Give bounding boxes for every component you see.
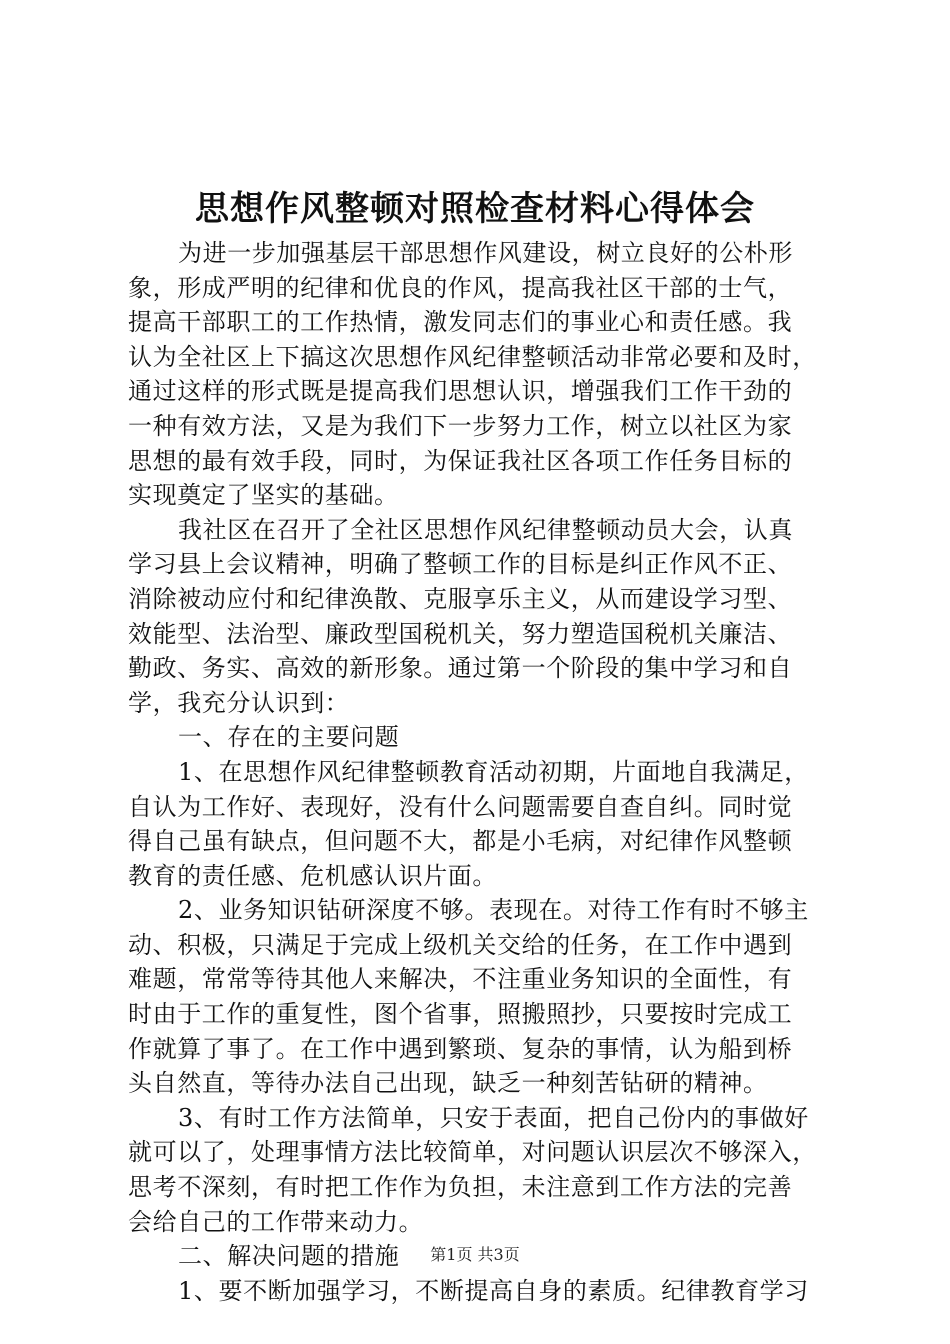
paragraph-line: 2、业务知识钻研深度不够。表现在。对待工作有时不够主 [178, 896, 809, 925]
paragraph-line: 3、有时工作方法简单，只安于表面，把自己份内的事做好 [178, 1103, 809, 1132]
section-heading: 二、解决问题的措施 [178, 1242, 400, 1271]
paragraph-line: 认为全社区上下搞这次思想作风纪律整顿活动非常必要和及时， [128, 342, 817, 371]
document-body [128, 236, 842, 1308]
paragraph-line: 学，我充分认识到： [128, 688, 350, 717]
paragraph-line: 1、在思想作风纪律整顿教育活动初期，片面地自我满足， [178, 757, 809, 786]
paragraph-line: 消除被动应付和纪律涣散、克服享乐主义，从而建设学习型、 [128, 584, 793, 613]
paragraph-line: 效能型、法治型、廉政型国税机关，努力塑造国税机关廉洁、 [128, 619, 793, 648]
section-heading: 一、存在的主要问题 [178, 723, 400, 752]
paragraph-line: 1、要不断加强学习，不断提高自身的素质。纪律教育学习 [178, 1276, 809, 1305]
paragraph-line: 象，形成严明的纪律和优良的作风，提高我社区干部的士气， [128, 273, 793, 302]
paragraph-line: 教育的责任感、危机感认识片面。 [128, 861, 497, 890]
paragraph-line: 得自己虽有缺点，但问题不大，都是小毛病，对纪律作风整顿 [128, 827, 793, 856]
paragraph-line: 思想的最有效手段，同时，为保证我社区各项工作任务目标的 [128, 446, 793, 475]
paragraph-line: 时由于工作的重复性，图个省事，照搬照抄，只要按时完成工 [128, 1000, 793, 1029]
paragraph-line: 自认为工作好、表现好，没有什么问题需要自查自纠。同时觉 [128, 792, 793, 821]
paragraph-line: 提高干部职工的工作热情，激发同志们的事业心和责任感。我 [128, 308, 793, 337]
paragraph-line: 动、积极，只满足于完成上级机关交给的任务，在工作中遇到 [128, 930, 793, 959]
paragraph-line: 难题，常常等待其他人来解决，不注重业务知识的全面性，有 [128, 965, 793, 994]
document-title: 思想作风整顿对照检查材料心得体会 [195, 189, 755, 229]
paragraph-line: 作就算了事了。在工作中遇到繁琐、复杂的事情，认为船到桥 [128, 1034, 793, 1063]
paragraph-line: 通过这样的形式既是提高我们思想认识，增强我们工作干劲的 [128, 377, 793, 406]
paragraph-line: 一种有效方法，又是为我们下一步努力工作，树立以社区为家 [128, 411, 793, 440]
paragraph-line: 思考不深刻，有时把工作作为负担，未注意到工作方法的完善 [128, 1173, 793, 1202]
paragraph-line: 头自然直，等待办法自己出现，缺乏一种刻苦钻研的精神。 [128, 1069, 768, 1098]
paragraph-line: 实现奠定了坚实的基础。 [128, 481, 399, 510]
paragraph-line: 勤政、务实、高效的新形象。通过第一个阶段的集中学习和自 [128, 654, 793, 683]
paragraph-line: 就可以了，处理事情方法比较简单，对问题认识层次不够深入， [128, 1138, 817, 1167]
paragraph-line: 为进一步加强基层干部思想作风建设，树立良好的公朴形 [178, 239, 793, 267]
paragraph-line: 我社区在召开了全社区思想作风纪律整顿动员大会，认真 [178, 515, 793, 544]
page-footer: 第1页 共3页 [430, 1245, 520, 1264]
paragraph-line: 会给自己的工作带来动力。 [128, 1207, 424, 1236]
paragraph-line: 学习县上会议精神，明确了整顿工作的目标是纠正作风不正、 [128, 550, 793, 579]
